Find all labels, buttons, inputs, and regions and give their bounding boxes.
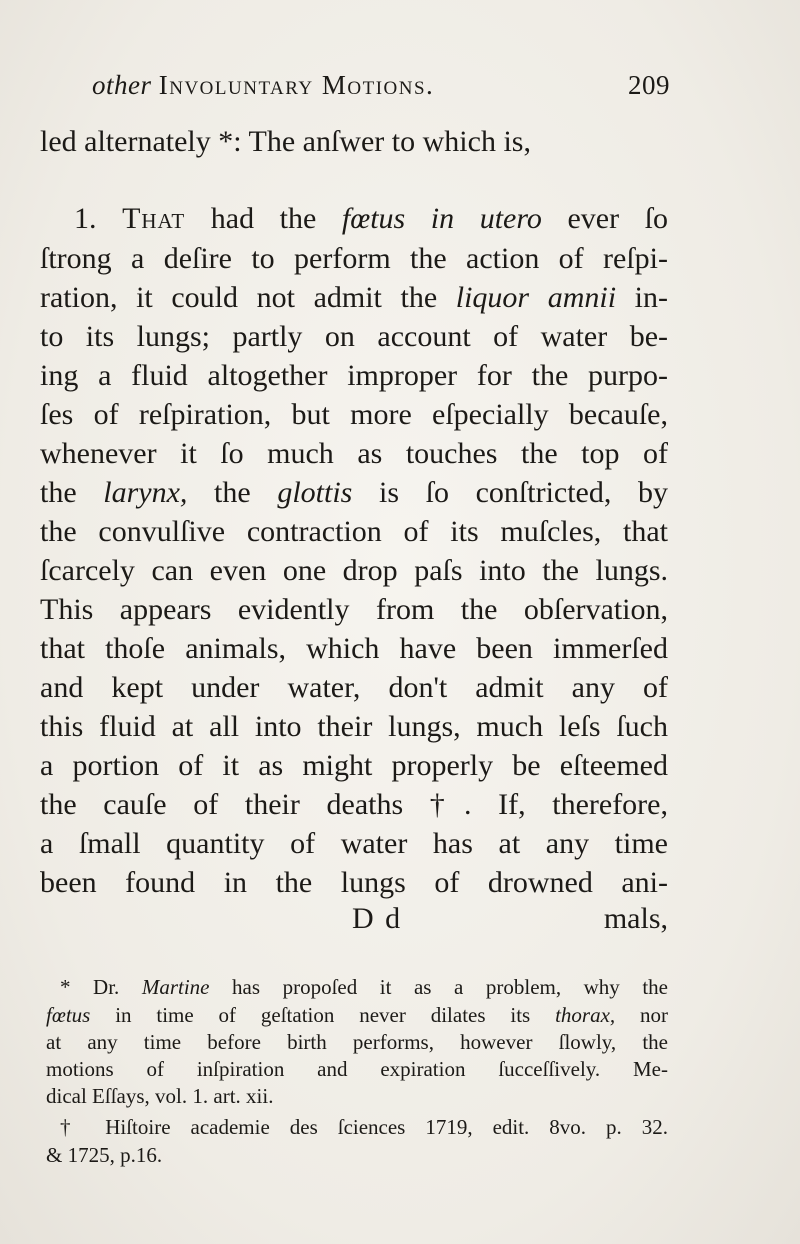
italic-text: fœtus: [46, 1003, 91, 1027]
text-run: had the: [185, 202, 342, 235]
body-line: [40, 474, 668, 512]
body-line: [40, 357, 668, 395]
text-run: ever ſo: [541, 202, 668, 235]
body-line: [40, 669, 668, 707]
footnote-line: [46, 1029, 668, 1056]
running-head-title: Involuntary Motions.: [158, 70, 435, 100]
body-line: [40, 279, 668, 317]
body-line: [40, 630, 668, 668]
footnote-line: [46, 1083, 668, 1110]
text-run: motions of inſpiration and expiration ſucceſſively. Me-: [46, 1057, 668, 1081]
signature-row: [40, 900, 668, 940]
text-run: this fluid at all into their lungs, much leſs ſuch: [40, 710, 668, 743]
body-line: [40, 513, 668, 551]
footnote-line: [46, 1002, 668, 1029]
body-line: [40, 864, 668, 902]
italic-text: Martine: [141, 975, 210, 999]
text-run: This appears evidently from the obſervation,: [40, 593, 668, 626]
text-run: ſtrong a deſire to perform the action of reſpi-: [40, 242, 668, 275]
text-run: 1.: [74, 202, 123, 235]
text-run: that thoſe animals, which have been immerſed: [40, 632, 668, 665]
footnote-line: [46, 1056, 668, 1083]
text-run: ration, it could not admit the: [40, 281, 456, 314]
body-line: [40, 396, 668, 434]
italic-text: fœtus in utero: [341, 202, 542, 235]
text-run: the cauſe of their deaths †. If, therefore,: [40, 788, 668, 821]
text-run: the convulſive contraction of its muſcles, that: [40, 515, 668, 548]
text-run: * Dr.: [60, 975, 142, 999]
text-run: the: [40, 476, 104, 509]
body-line: [40, 825, 668, 863]
footnote-line: [46, 1114, 668, 1141]
body-line: [40, 552, 668, 590]
text-run: is ſo conſtricted, by: [352, 476, 668, 509]
body-line: [40, 747, 668, 785]
running-head-italic: other: [92, 70, 152, 100]
text-run: a ſmall quantity of water has at any time: [40, 827, 668, 860]
text-run: † Hiſtoire academie des ſciences 1719, edit. 8vo. p. 32.: [60, 1115, 668, 1139]
text-run: ſcarcely can even one drop paſs into the lungs.: [40, 554, 668, 587]
small-caps-text: That: [122, 202, 186, 235]
text-run: nor: [615, 1003, 668, 1027]
text-run: a portion of it as might properly be eſteemed: [40, 749, 668, 782]
body-line: [40, 240, 668, 278]
text-run: and kept under water, don't admit any of: [40, 671, 668, 704]
text-run: ſes of reſpiration, but more eſpecially becauſe,: [40, 398, 668, 431]
text-run: the: [187, 476, 278, 509]
text-run: to its lungs; partly on account of water be-: [40, 320, 668, 353]
text-run: in-: [616, 281, 668, 314]
italic-text: thorax,: [555, 1003, 616, 1027]
page-number: 209: [628, 70, 670, 100]
text-run: & 1725, p.16.: [46, 1143, 163, 1167]
signature-mark: D d: [352, 902, 403, 935]
body-line: [40, 708, 668, 746]
text-run: been found in the lungs of drowned ani-: [40, 866, 668, 899]
text-run: ing a fluid altogether improper for the purpo-: [40, 359, 668, 392]
running-head: [92, 70, 434, 101]
text-run: in time of geſtation never dilates its: [90, 1003, 556, 1027]
text-run: whenever it ſo much as touches the top of: [40, 437, 668, 470]
text-run: has propoſed it as a problem, why the: [209, 975, 669, 999]
text-run: led alternately *: The anſwer to which is,: [40, 125, 531, 158]
body-line: [40, 435, 668, 473]
italic-text: glottis: [277, 476, 353, 509]
footnote-line: [46, 974, 668, 1001]
catchword: mals,: [603, 902, 668, 935]
body-line: [40, 123, 668, 161]
body-line: [40, 200, 668, 238]
text-run: dical Eſſays, vol. 1. art. xii.: [46, 1084, 274, 1108]
page-header: [92, 70, 670, 110]
italic-text: liquor amnii: [455, 281, 617, 314]
italic-text: larynx,: [103, 476, 188, 509]
text-run: at any time before birth performs, however ſlowly, the: [46, 1030, 668, 1054]
body-line: [40, 786, 668, 824]
body-line: [40, 591, 668, 629]
body-line: [40, 318, 668, 356]
footnote-line: [46, 1142, 668, 1169]
